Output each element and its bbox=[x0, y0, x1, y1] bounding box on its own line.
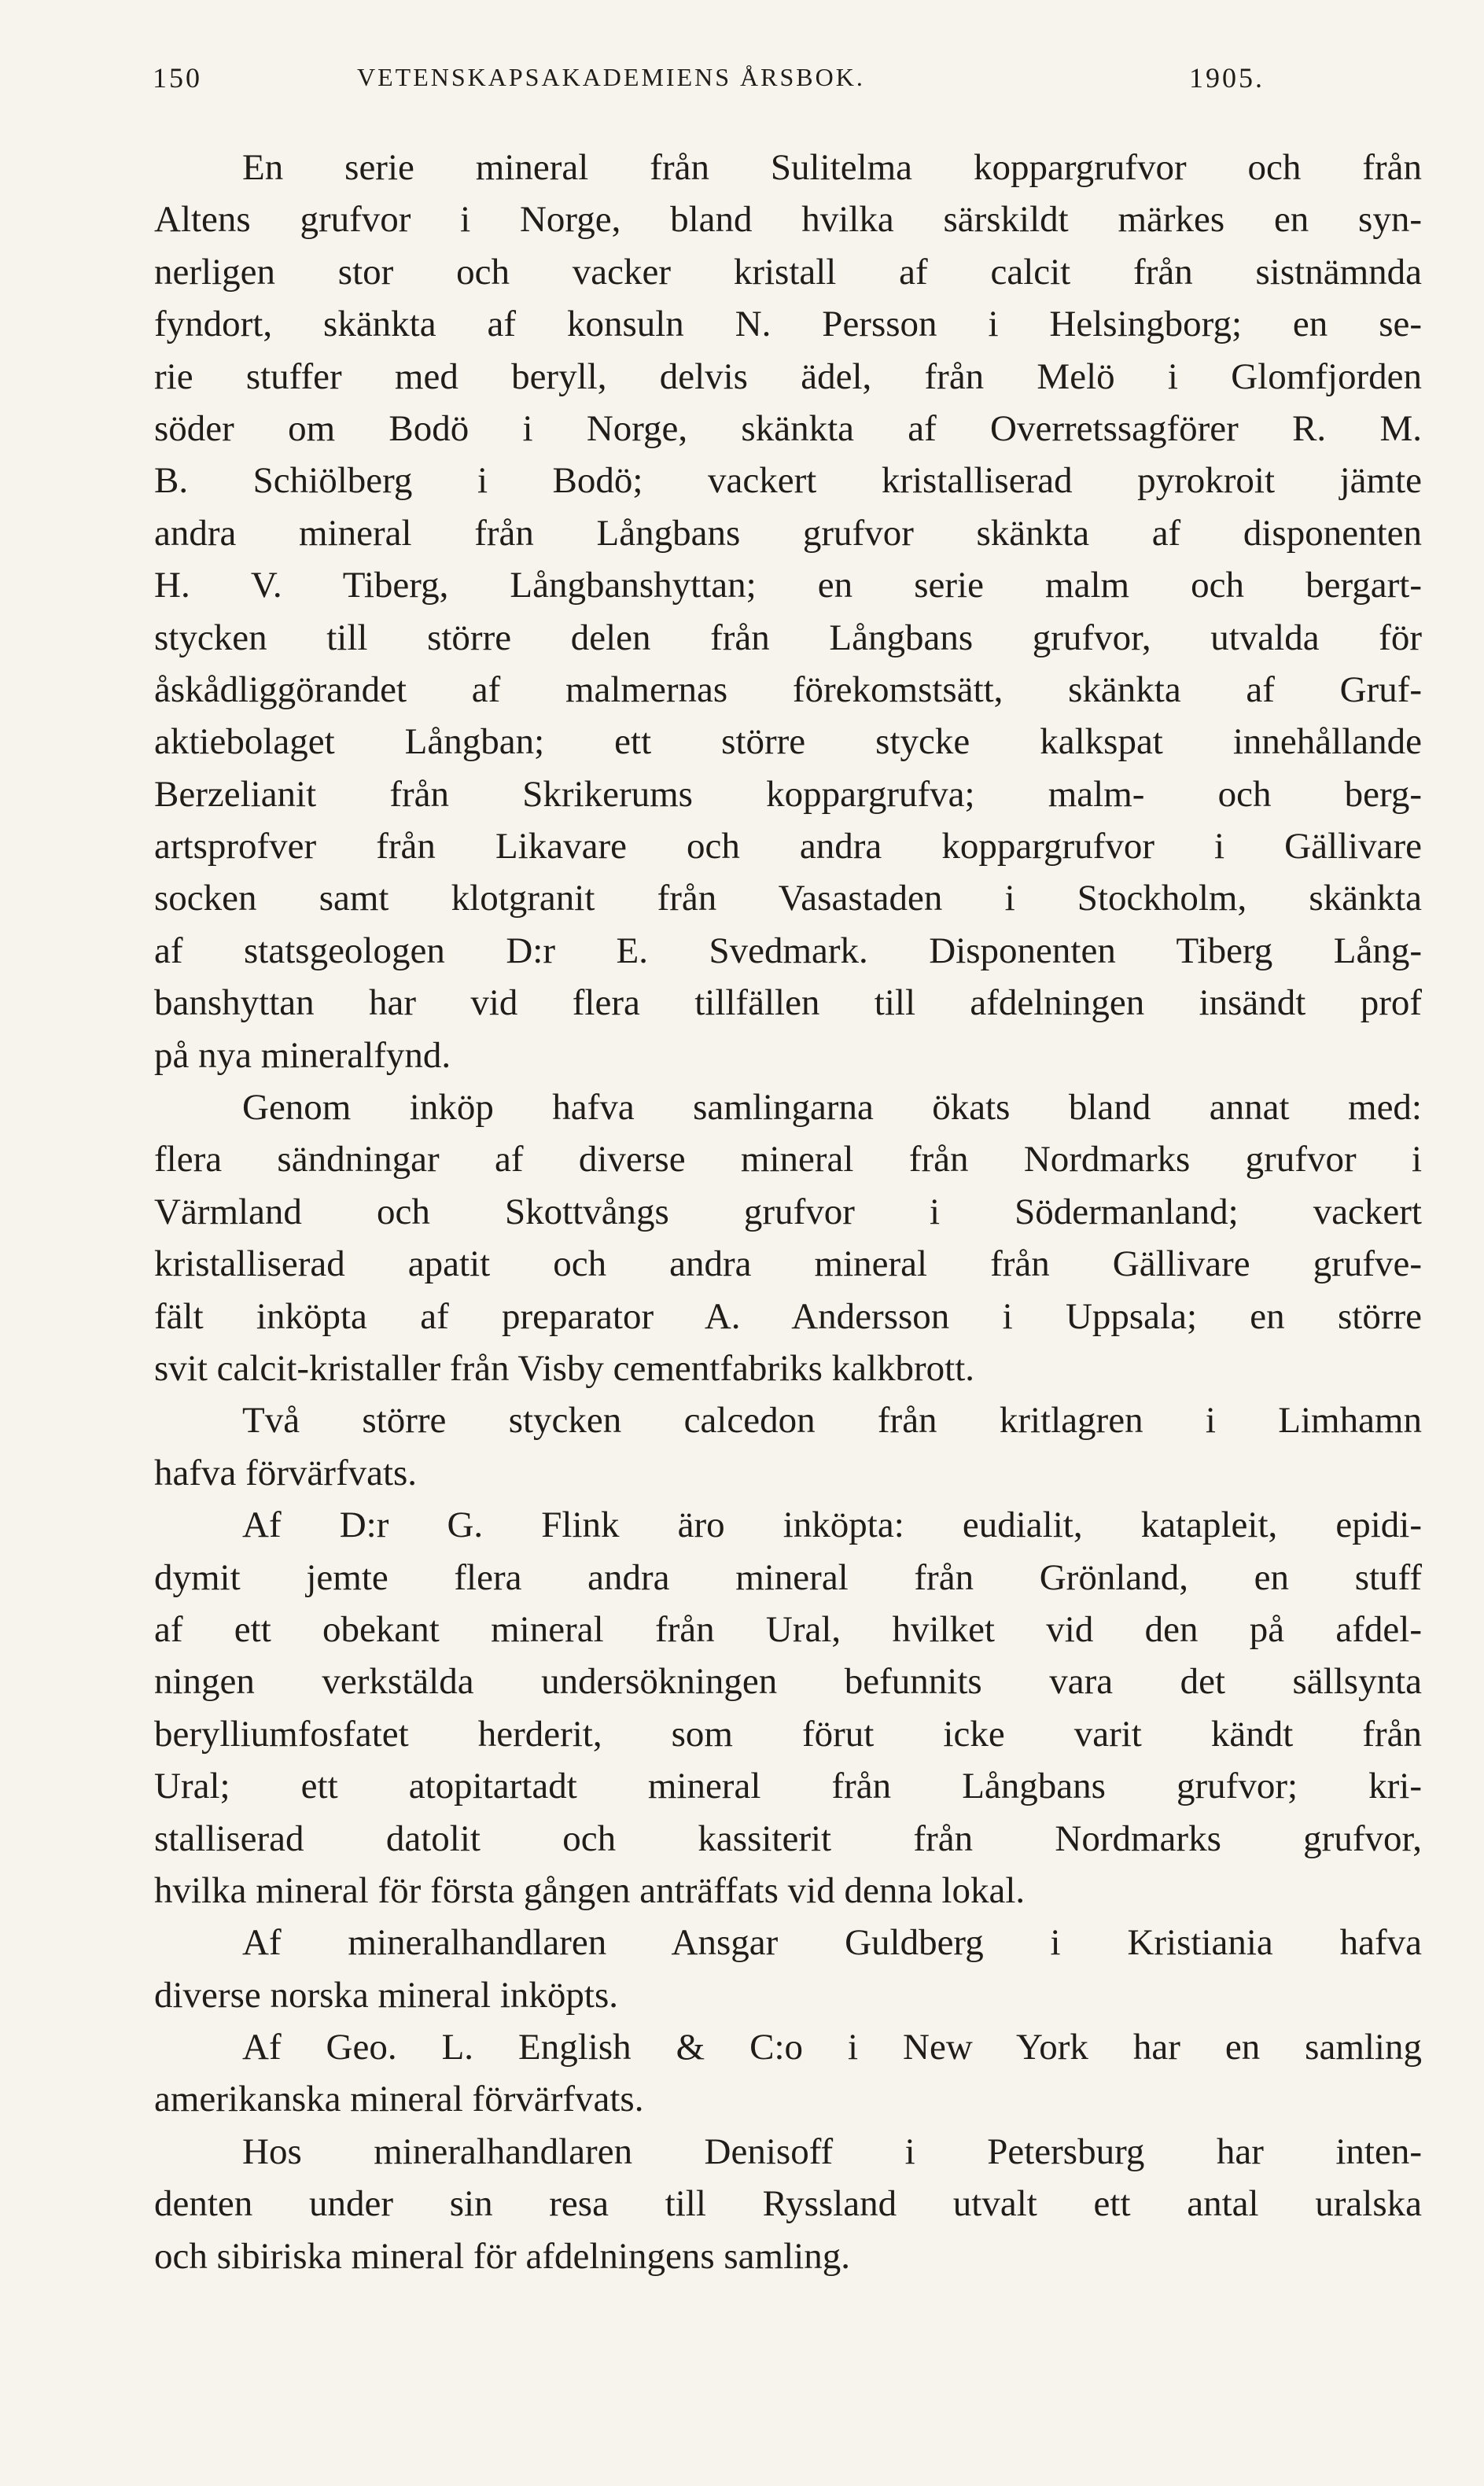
text-line: B. Schiölberg i Bodö; vackert kristalliserad pyrokroit jämte bbox=[154, 460, 1422, 502]
text-line: åskådliggörandet af malmernas förekomstsätt, skänkta af Gruf- bbox=[154, 668, 1422, 710]
text-line: Genom inköp hafva samlingarna ökats bland annat med: bbox=[242, 1087, 1422, 1129]
text-line: stalliserad datolit och kassiterit från Nordmarks grufvor, bbox=[154, 1818, 1422, 1859]
text-line: Af Geo. L. English & C:o i New York har en samling bbox=[242, 2027, 1422, 2068]
text-line: på nya mineralfynd. bbox=[154, 1034, 451, 1076]
text-line: svit calcit-kristaller från Visby cementfabriks kalkbrott. bbox=[154, 1347, 975, 1389]
text-line: hafva förvärfvats. bbox=[154, 1452, 418, 1493]
body-text bbox=[154, 142, 1422, 2282]
text-line: andra mineral från Långbans grufvor skänkta af disponenten bbox=[154, 512, 1422, 554]
text-line: flera sändningar af diverse mineral från Nordmarks grufvor i bbox=[154, 1139, 1422, 1180]
text-line: Af mineralhandlaren Ansgar Guldberg i Kristiania hafva bbox=[242, 1922, 1422, 1964]
text-line: Värmland och Skottvångs grufvor i Södermanland; vackert bbox=[154, 1191, 1422, 1232]
text-line: artsprofver från Likavare och andra koppargrufvor i Gällivare bbox=[154, 826, 1422, 867]
text-line: berylliumfosfatet herderit, som förut icke varit kändt från bbox=[154, 1713, 1422, 1755]
text-line: Ural; ett atopitartadt mineral från Långbans grufvor; kri- bbox=[154, 1766, 1422, 1807]
text-line: af statsgeologen D:r E. Svedmark. Disponenten Tiberg Lång- bbox=[154, 930, 1422, 971]
text-line: af ett obekant mineral från Ural, hvilket vid den på afdel- bbox=[154, 1608, 1422, 1650]
text-line: rie stuffer med beryll, delvis ädel, från Melö i Glomfjorden bbox=[154, 355, 1422, 397]
text-line: ningen verkstälda undersökningen befunnits vara det sällsynta bbox=[154, 1661, 1422, 1703]
text-line: denten under sin resa till Ryssland utvalt ett antal uralska bbox=[154, 2183, 1422, 2225]
text-line: amerikanska mineral förvärfvats. bbox=[154, 2079, 644, 2120]
text-line: stycken till större delen från Långbans grufvor, utvalda för bbox=[154, 617, 1422, 658]
text-line: och sibiriska mineral för afdelningens samling. bbox=[154, 2235, 850, 2277]
text-line: socken samt klotgranit från Vasastaden i Stockholm, skänkta bbox=[154, 878, 1422, 919]
page-header bbox=[153, 61, 1265, 101]
text-line: söder om Bodö i Norge, skänkta af Overretssagförer R. M. bbox=[154, 407, 1422, 449]
text-line: banshyttan har vid flera tillfällen till afdelningen insändt prof bbox=[154, 982, 1422, 1024]
text-line: hvilka mineral för första gången anträffats vid denna lokal. bbox=[154, 1869, 1026, 1911]
page-number: 150 bbox=[153, 62, 202, 94]
text-line: nerligen stor och vacker kristall af calcit från sistnämnda bbox=[154, 251, 1422, 293]
text-line: Berzelianit från Skrikerums koppargrufva; malm- och berg- bbox=[154, 773, 1422, 815]
text-line: dymit jemte flera andra mineral från Grönland, en stuff bbox=[154, 1556, 1422, 1598]
text-line: Hos mineralhandlaren Denisoff i Petersburg har inten- bbox=[242, 2131, 1422, 2172]
text-line: diverse norska mineral inköpts. bbox=[154, 1974, 618, 2016]
text-line: H. V. Tiberg, Långbanshyttan; en serie malm och bergart- bbox=[154, 565, 1422, 606]
text-line: fält inköpta af preparator A. Andersson i Uppsala; en större bbox=[154, 1295, 1422, 1337]
text-line: Af D:r G. Flink äro inköpta: eudialit, katapleit, epidi- bbox=[242, 1504, 1422, 1546]
header-year: 1905. bbox=[1189, 62, 1265, 94]
text-line: Två större stycken calcedon från kritlagren i Limhamn bbox=[242, 1400, 1422, 1442]
text-line: kristalliserad apatit och andra mineral från Gällivare grufve- bbox=[154, 1243, 1422, 1285]
text-line: En serie mineral från Sulitelma koppargrufvor och från bbox=[242, 147, 1422, 188]
text-line: fyndort, skänkta af konsuln N. Persson i Helsingborg; en se- bbox=[154, 304, 1422, 345]
running-title: VETENSKAPSAKADEMIENS ÅRSBOK. bbox=[357, 63, 865, 91]
text-line: Altens grufvor i Norge, bland hvilka särskildt märkes en syn- bbox=[154, 199, 1422, 241]
text-line: aktiebolaget Långban; ett större stycke kalkspat innehållande bbox=[154, 721, 1422, 763]
